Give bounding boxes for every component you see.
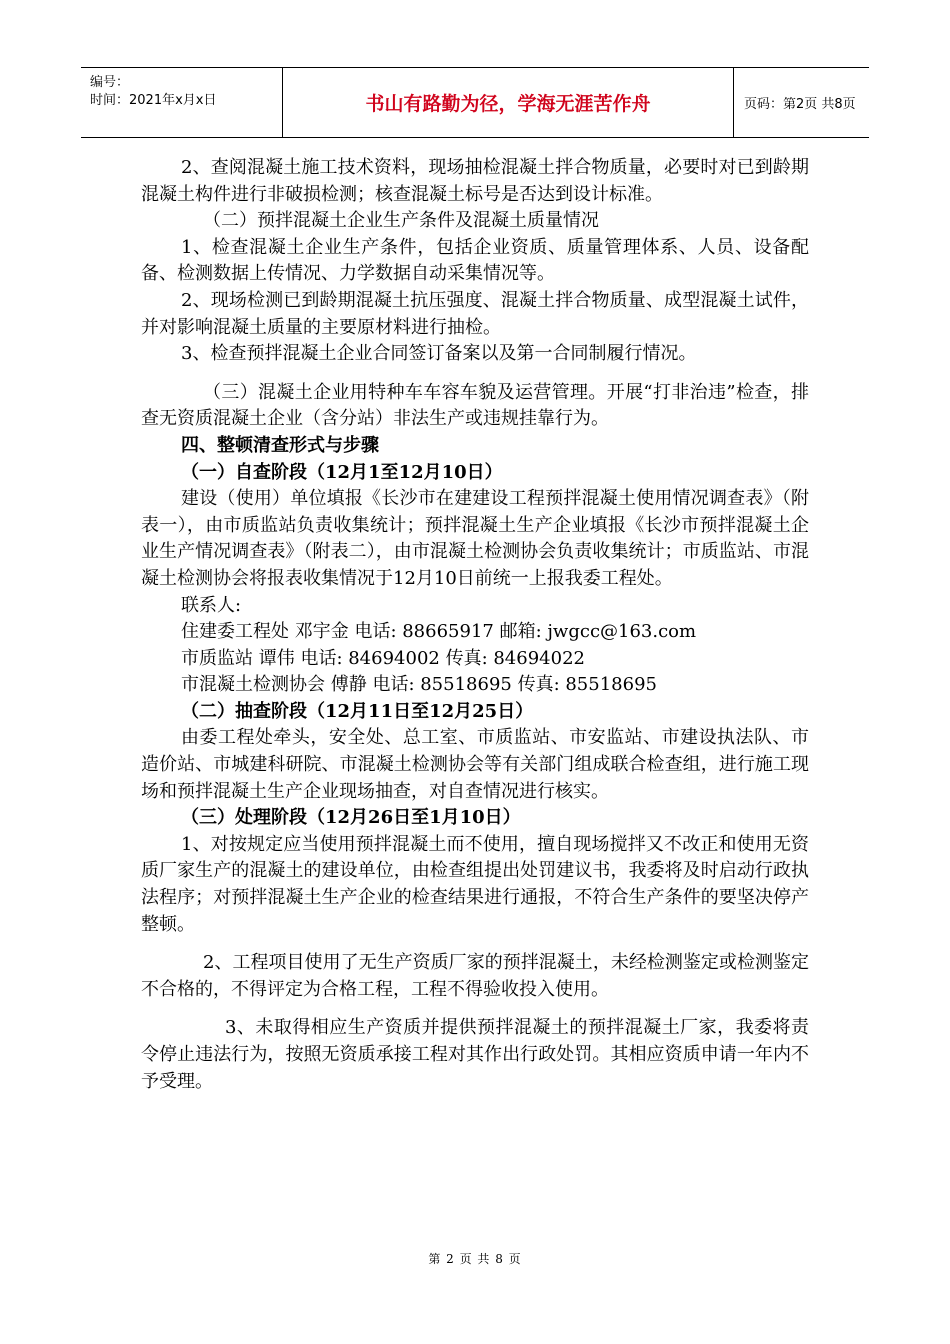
document-body: [141, 155, 809, 1095]
header-page-label: 页码：第2页 共8页: [744, 97, 856, 112]
subsection-heading: （一）自查阶段（12月1至12月10日）: [181, 461, 503, 483]
page-footer: 第 2 页 共 8 页: [428, 1252, 522, 1266]
paragraph: 2、查阅混凝土施工技术资料，现场抽检混凝土拌合物质量，必要时对已到龄期混凝土构件进行非破损检测；核查混凝土标号是否达到设计标准。: [141, 157, 809, 205]
paragraph: 2、工程项目使用了无生产资质厂家的预拌混凝土，未经检测鉴定或检测鉴定不合格的，不得评定为合格工程，工程不得验收投入使用。: [141, 952, 809, 1000]
section-heading: 四、整顿清查形式与步骤: [181, 434, 379, 456]
paragraph: （三）混凝土企业用特种车车容车貌及运营管理。开展“打非治违”检查，排查无资质混凝土企业（含分站）非法生产或违规挂靠行为。: [141, 381, 809, 430]
header-number: 编号：: [90, 75, 130, 90]
page-header: [81, 67, 869, 138]
paragraph: 建设（使用）单位填报《长沙市在建建设工程预拌混凝土使用情况调查表》（附表一），由市质监站负责收集统计；预拌混凝土生产企业填报《长沙市预拌混凝土企业生产情况调查表》（附表二），由市混凝土检测协会负责收集统计；市质监站、市混凝土检测协会将报表收集情况于12月10日前统一上报我委工程处。: [141, 488, 809, 589]
header-time: 时间：2021年x月x日: [90, 93, 217, 108]
paragraph: 2、现场检测已到龄期混凝土抗压强度、混凝土拌合物质量、成型混凝土试件，并对影响混凝土质量的主要原材料进行抽检。: [141, 289, 809, 338]
paragraph: 1、检查混凝土企业生产条件，包括企业资质、质量管理体系、人员、设备配备、检测数据上传情况、力学数据自动采集情况等。: [141, 236, 809, 285]
section-heading: （二）预拌混凝土企业生产条件及混凝土质量情况: [203, 210, 599, 232]
contact-line: 市混凝土检测协会 傅静 电话: 85518695 传真: 85518695: [181, 674, 657, 696]
paragraph: 3、检查预拌混凝土企业合同签订备案以及第一合同制履行情况。: [181, 343, 697, 365]
paragraph: 由委工程处牵头，安全处、总工室、市质监站、市安监站、市建设执法队、市造价站、市城建科研院、市混凝土检测协会等有关部门组成联合检查组，进行施工现场和预拌混凝土生产企业现场抽查，对自查情况进行核实。: [141, 727, 809, 802]
contact-line: 市质监站 谭伟 电话: 84694002 传真: 84694022: [181, 647, 585, 669]
subsection-heading: （二）抽查阶段（12月11日至12月25日）: [181, 700, 534, 722]
paragraph: 1、对按规定应当使用预拌混凝土而不使用，擅自现场搅拌又不改正和使用无资质厂家生产的混凝土的建设单位，由检查组提出处罚建议书，我委将及时启动行政执法程序；对预拌混凝土生产企业的检查结果进行通报，不符合生产条件的要坚决停产整顿。: [141, 833, 809, 935]
contact-label: 联系人:: [181, 594, 242, 616]
subsection-heading: （三）处理阶段（12月26日至1月10日）: [181, 807, 521, 829]
paragraph: 3、未取得相应生产资质并提供预拌混凝土的预拌混凝土厂家，我委将责令停止违法行为，按照无资质承接工程对其作出行政处罚。其相应资质申请一年内不予受理。: [141, 1017, 809, 1092]
header-motto: 书山有路勤为径，学海无涯苦作舟: [283, 68, 734, 137]
header-meta: [81, 68, 283, 137]
contact-line: 住建委工程处 邓宇金 电话: 88665917 邮箱: jwgcc@163.com: [181, 621, 697, 643]
